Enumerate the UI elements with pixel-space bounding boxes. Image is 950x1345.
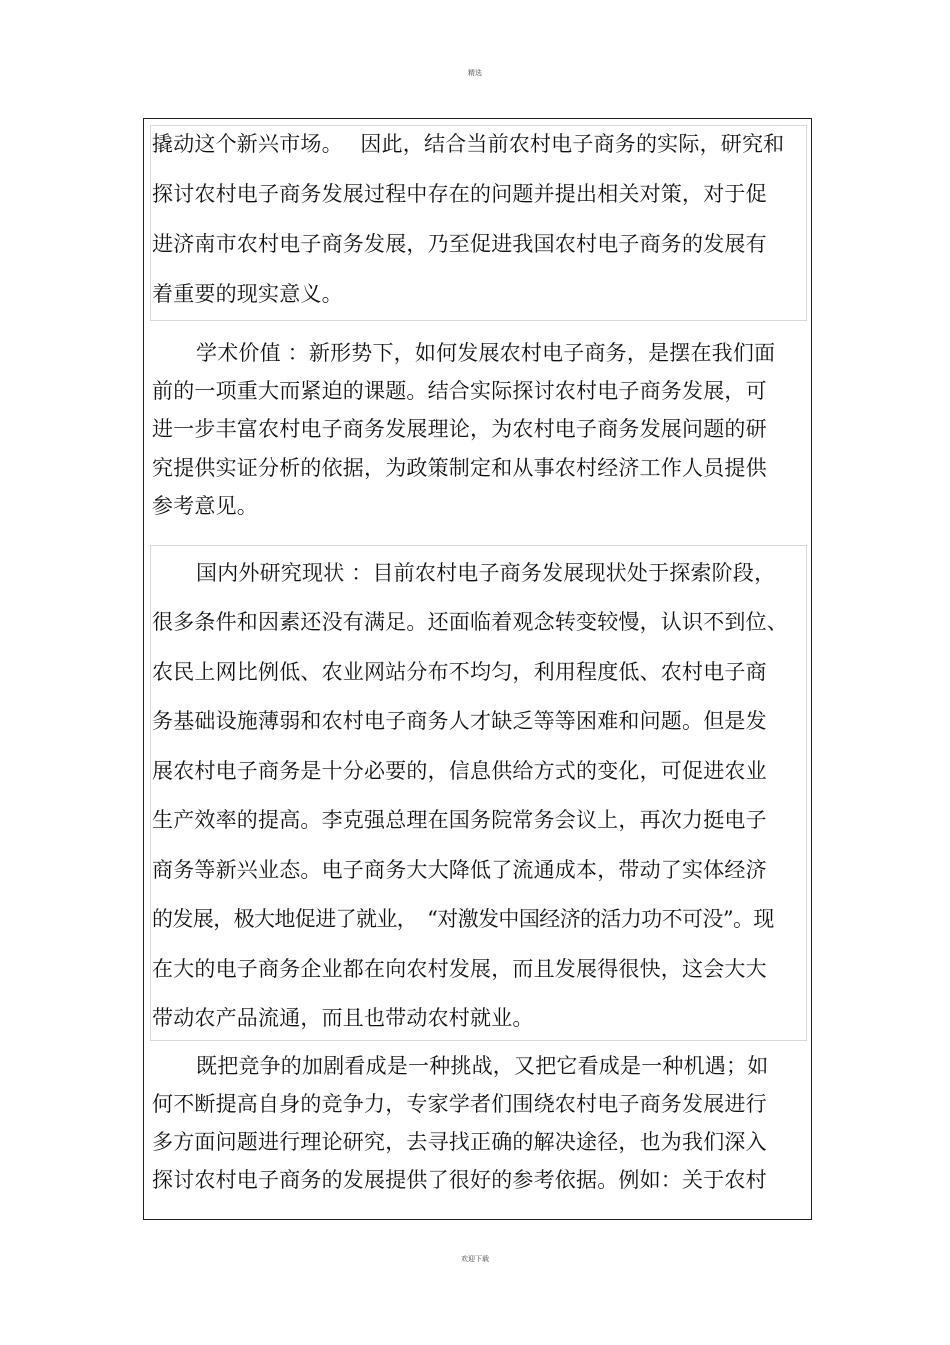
academic-value-line: 究提供实证分析的依据，为政策制定和从事农村经济工作人员提供	[152, 456, 767, 480]
competition-line: 多方面问题进行理论研究，去寻找正确的解决途径，也为我们深入	[152, 1130, 767, 1154]
page-footer-note: 欢迎下载	[461, 1255, 489, 1263]
research-status-line: 在大的电子商务企业都在向农村发展，而且发展得很快，这会大大	[152, 957, 767, 981]
research-status-line: 农民上网比例低、农业网站分布不均匀，利用程度低、农村电子商	[152, 660, 767, 684]
significance-line: 探讨农村电子商务发展过程中存在的问题并提出相关对策，对于促	[152, 182, 767, 206]
competition-line: 探讨农村电子商务的发展提供了很好的参考依据。例如：关于农村	[152, 1168, 767, 1192]
significance-line: 着重要的现实意义。	[152, 282, 343, 306]
research-status-line: 的发展，极大地促进了就业， “对激发中国经济的活力功不可没”。现	[152, 907, 774, 931]
significance-line: 撬动这个新兴市场。 因此，结合当前农村电子商务的实际，研究和	[152, 132, 785, 156]
research-status-line: 带动农产品流通，而且也带动农村就业。	[152, 1006, 534, 1030]
research-status-line: 务基础设施薄弱和农村电子商务人才缺乏等等困难和问题。但是发	[152, 709, 767, 733]
significance-line: 进济南市农村电子商务发展，乃至促进我国农村电子商务的发展有	[152, 232, 767, 256]
research-status-line: 很多条件和因素还没有满足。还面临着观念转变较慢，认识不到位、	[152, 610, 788, 634]
competition-line: 既把竞争的加剧看成是一种挑战，又把它看成是一种机遇；如	[196, 1054, 769, 1078]
research-status-line: 国内外研究现状 ：目前农村电子商务发展现状处于探索阶段，	[196, 561, 776, 585]
academic-value-line: 前的一项重大而紧迫的课题。结合实际探讨农村电子商务发展，可	[152, 379, 767, 403]
academic-value-line: 学术价值 ：新形势下，如何发展农村电子商务，是摆在我们面	[196, 341, 776, 365]
competition-line: 何不断提高自身的竞争力，专家学者们围绕农村电子商务发展进行	[152, 1092, 767, 1116]
research-status-line: 生产效率的提高。李克强总理在国务院常务会议上，再次力挺电子	[152, 808, 767, 832]
academic-value-line: 进一步丰富农村电子商务发展理论，为农村电子商务发展问题的研	[152, 417, 767, 441]
academic-value-line: 参考意见。	[152, 494, 258, 518]
research-status-line: 商务等新兴业态。电子商务大大降低了流通成本，带动了实体经济	[152, 858, 767, 882]
research-status-line: 展农村电子商务是十分必要的，信息供给方式的变化，可促进农业	[152, 759, 767, 783]
page-header-note: 精选	[468, 69, 482, 77]
